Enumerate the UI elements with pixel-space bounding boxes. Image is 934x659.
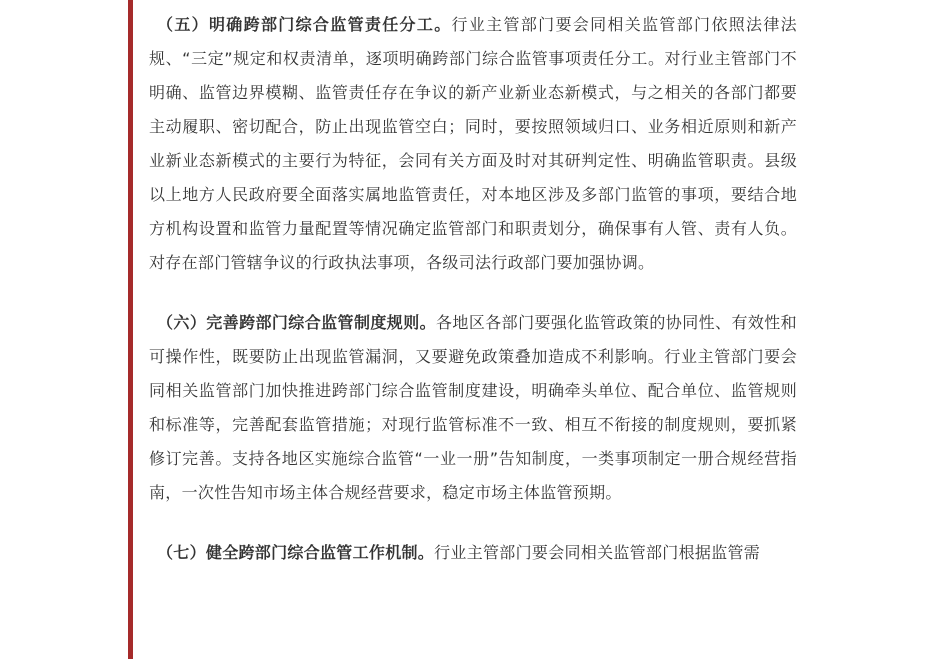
article-body (128, 0, 934, 659)
paragraph-6-heading: （六）完善跨部门综合监管制度规则。 (157, 313, 437, 332)
paragraph-5 (149, 8, 797, 280)
paragraph-7-heading: （七）健全跨部门综合监管工作机制。 (157, 543, 435, 562)
paragraph-7 (149, 536, 797, 570)
paragraph-5-text: 行业主管部门要会同相关监管部门依照法律法规、“三定”规定和权责清单，逐项明确跨部门综合监管事项责任分工。对行业主管部门不明确、监管边界模糊、监管责任存在争议的新产业新业态新模式，与之相关的各部门都要主动履职、密切配合，防止出现监管空白；同时，要按照领域归口、业务相近原则和新产业新业态新模式的主要行为特征，会同有关方面及时对其研判定性、明确监管职责。县级以上地方人民政府要全面落实属地监管责任，对本地区涉及多部门监管的事项，要结合地方机构设置和监管力量配置等情况确定监管部门和职责划分，确保事有人管、责有人负。对存在部门管辖争议的行政执法事项，各级司法行政部门要加强协调。 (149, 15, 797, 272)
paragraph-6 (149, 306, 797, 510)
paragraph-6-text: 各地区各部门要强化监管政策的协同性、有效性和可操作性，既要防止出现监管漏洞，又要避免政策叠加造成不利影响。行业主管部门要会同相关监管部门加快推进跨部门综合监管制度建设，明确牵头单位、配合单位、监管规则和标准等，完善配套监管措施；对现行监管标准不一致、相互不衔接的制度规则，要抓紧修订完善。支持各地区实施综合监管“一业一册”告知制度，一类事项制定一册合规经营指南，一次性告知市场主体合规经营要求，稳定市场主体监管预期。 (149, 313, 797, 502)
paragraph-5-heading: （五）明确跨部门综合监管责任分工。 (157, 15, 452, 34)
paragraph-7-text: 行业主管部门要会同相关监管部门根据监管需 (434, 543, 761, 562)
